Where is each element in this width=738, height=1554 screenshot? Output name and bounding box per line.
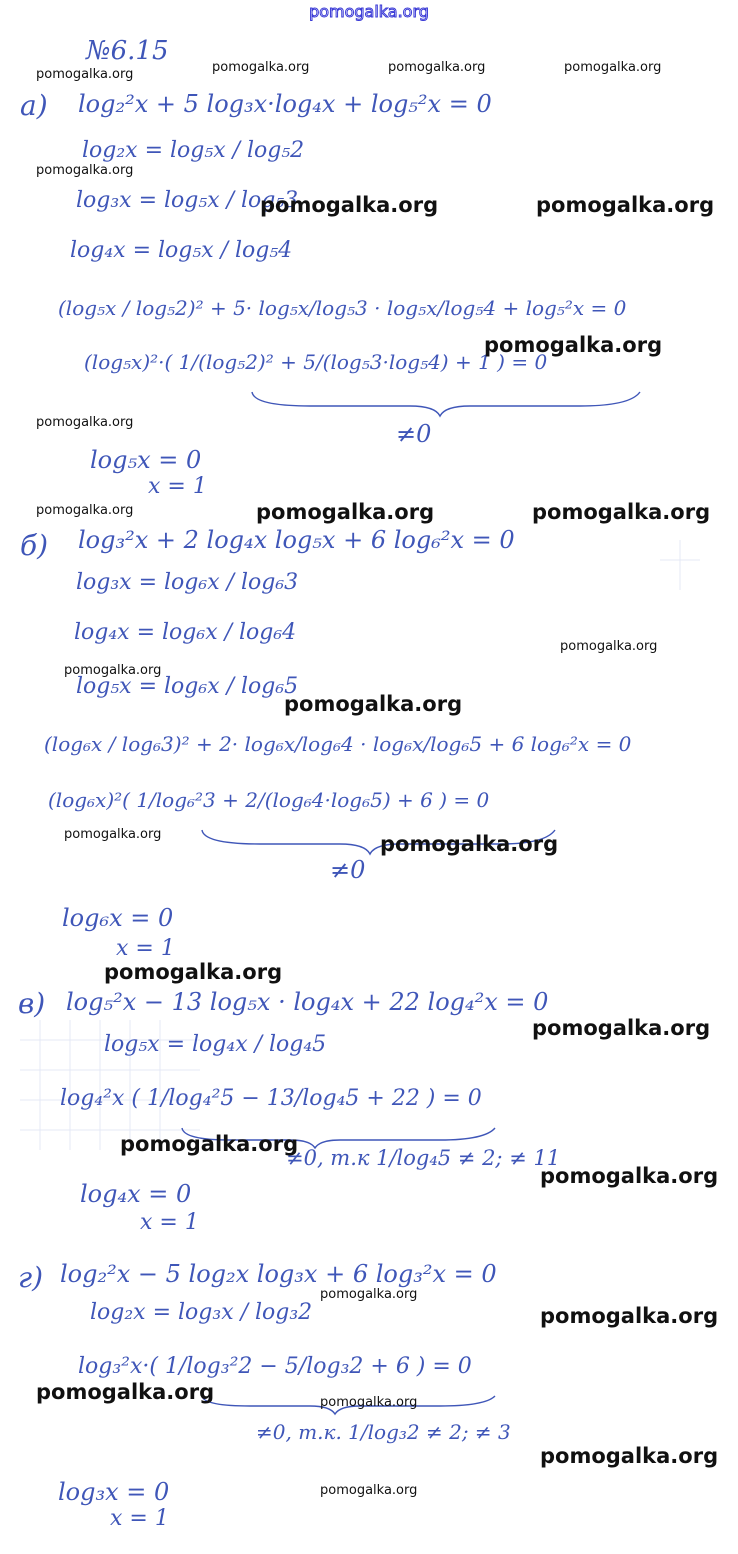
watermark: pomogalka.org: [36, 1380, 215, 1404]
part-c-root1: log₄x = 0: [80, 1180, 192, 1208]
part-d-equation: log₂²x − 5 log₂x log₃x + 6 log₃²x = 0: [60, 1260, 497, 1288]
part-c-letter: в): [18, 987, 46, 1020]
part-a-root2: x = 1: [148, 474, 207, 499]
part-d-root2: x = 1: [110, 1506, 169, 1531]
part-a-root1: log₅x = 0: [90, 446, 202, 474]
watermark: pomogalka.org: [64, 663, 162, 678]
watermark: pomogalka.org: [380, 832, 559, 856]
part-c-step1: log₅x = log₄x / log₄5: [104, 1032, 327, 1057]
part-b-nonzero: ≠0: [330, 856, 366, 884]
watermark: pomogalka.org: [64, 827, 162, 842]
watermark: pomogalka.org: [540, 1444, 719, 1468]
watermark: pomogalka.org: [560, 639, 658, 654]
site-link[interactable]: pomogalka.org: [309, 2, 429, 21]
watermark: pomogalka.org: [36, 503, 134, 518]
part-d-step1: log₂x = log₃x / log₃2: [90, 1300, 313, 1325]
part-d-step2: log₃²x·( 1/log₃²2 − 5/log₃2 + 6 ) = 0: [78, 1354, 472, 1379]
watermark: pomogalka.org: [36, 67, 134, 82]
part-d-nonzero: ≠0, т.к. 1/log₃2 ≠ 2; ≠ 3: [256, 1420, 511, 1444]
part-b-root1: log₆x = 0: [62, 904, 174, 932]
part-b-root2: x = 1: [116, 936, 175, 961]
task-number: №6.15: [86, 36, 169, 66]
part-b-step1: log₃x = log₆x / log₆3: [76, 570, 299, 595]
part-b-step4: (log₆x / log₆3)² + 2· log₆x/log₆4 · log₆x/log₆5 + 6 log₆²x = 0: [44, 732, 632, 756]
part-c-equation: log₅²x − 13 log₅x · log₄x + 22 log₄²x = 0: [66, 988, 549, 1016]
part-a-equation: log₂²x + 5 log₃x·log₄x + log₅²x = 0: [78, 90, 492, 118]
part-b-letter: б): [20, 529, 49, 562]
watermark: pomogalka.org: [320, 1395, 418, 1410]
watermark: pomogalka.org: [484, 333, 663, 357]
watermark: pomogalka.org: [320, 1483, 418, 1498]
part-b-step5: (log₆x)²( 1/log₆²3 + 2/(log₆4·log₆5) + 6 ) = 0: [48, 788, 490, 812]
watermark: pomogalka.org: [120, 1132, 299, 1156]
watermark: pomogalka.org: [260, 193, 439, 217]
part-b-equation: log₃²x + 2 log₄x log₅x + 6 log₆²x = 0: [78, 526, 515, 554]
watermark: pomogalka.org: [532, 1016, 711, 1040]
watermark: pomogalka.org: [536, 193, 715, 217]
part-a-letter: а): [20, 89, 48, 122]
part-c-nonzero: ≠0, т.к 1/log₄5 ≠ 2; ≠ 11: [286, 1146, 561, 1170]
watermark: pomogalka.org: [212, 60, 310, 75]
part-a-step5: (log₅x)²·( 1/(log₅2)² + 5/(log₅3·log₅4) + 1 ) = 0: [84, 350, 548, 374]
part-b-step2: log₄x = log₆x / log₆4: [74, 620, 297, 645]
part-a-step4: (log₅x / log₅2)² + 5· log₅x/log₅3 · log₅x/log₅4 + log₅²x = 0: [58, 296, 627, 320]
watermark: pomogalka.org: [564, 60, 662, 75]
part-c-step2: log₄²x ( 1/log₄²5 − 13/log₄5 + 22 ) = 0: [60, 1086, 482, 1111]
part-d-root1: log₃x = 0: [58, 1478, 170, 1506]
watermark: pomogalka.org: [256, 500, 435, 524]
part-a-brace: [250, 388, 650, 418]
part-b-step3: log₅x = log₆x / log₆5: [76, 674, 299, 699]
watermark: pomogalka.org: [36, 163, 134, 178]
watermark: pomogalka.org: [36, 415, 134, 430]
watermark: pomogalka.org: [320, 1287, 418, 1302]
part-a-step1: log₂x = log₅x / log₅2: [82, 138, 305, 163]
part-a-step3: log₄x = log₅x / log₅4: [70, 238, 293, 263]
watermark: pomogalka.org: [104, 960, 283, 984]
watermark: pomogalka.org: [532, 500, 711, 524]
part-a-nonzero: ≠0: [396, 420, 432, 448]
watermark: pomogalka.org: [540, 1164, 719, 1188]
part-a-step2: log₃x = log₅x / log₅3: [76, 188, 299, 213]
part-c-root2: x = 1: [140, 1210, 199, 1235]
part-d-letter: г): [18, 1261, 44, 1294]
watermark: pomogalka.org: [284, 692, 463, 716]
watermark: pomogalka.org: [540, 1304, 719, 1328]
watermark: pomogalka.org: [388, 60, 486, 75]
